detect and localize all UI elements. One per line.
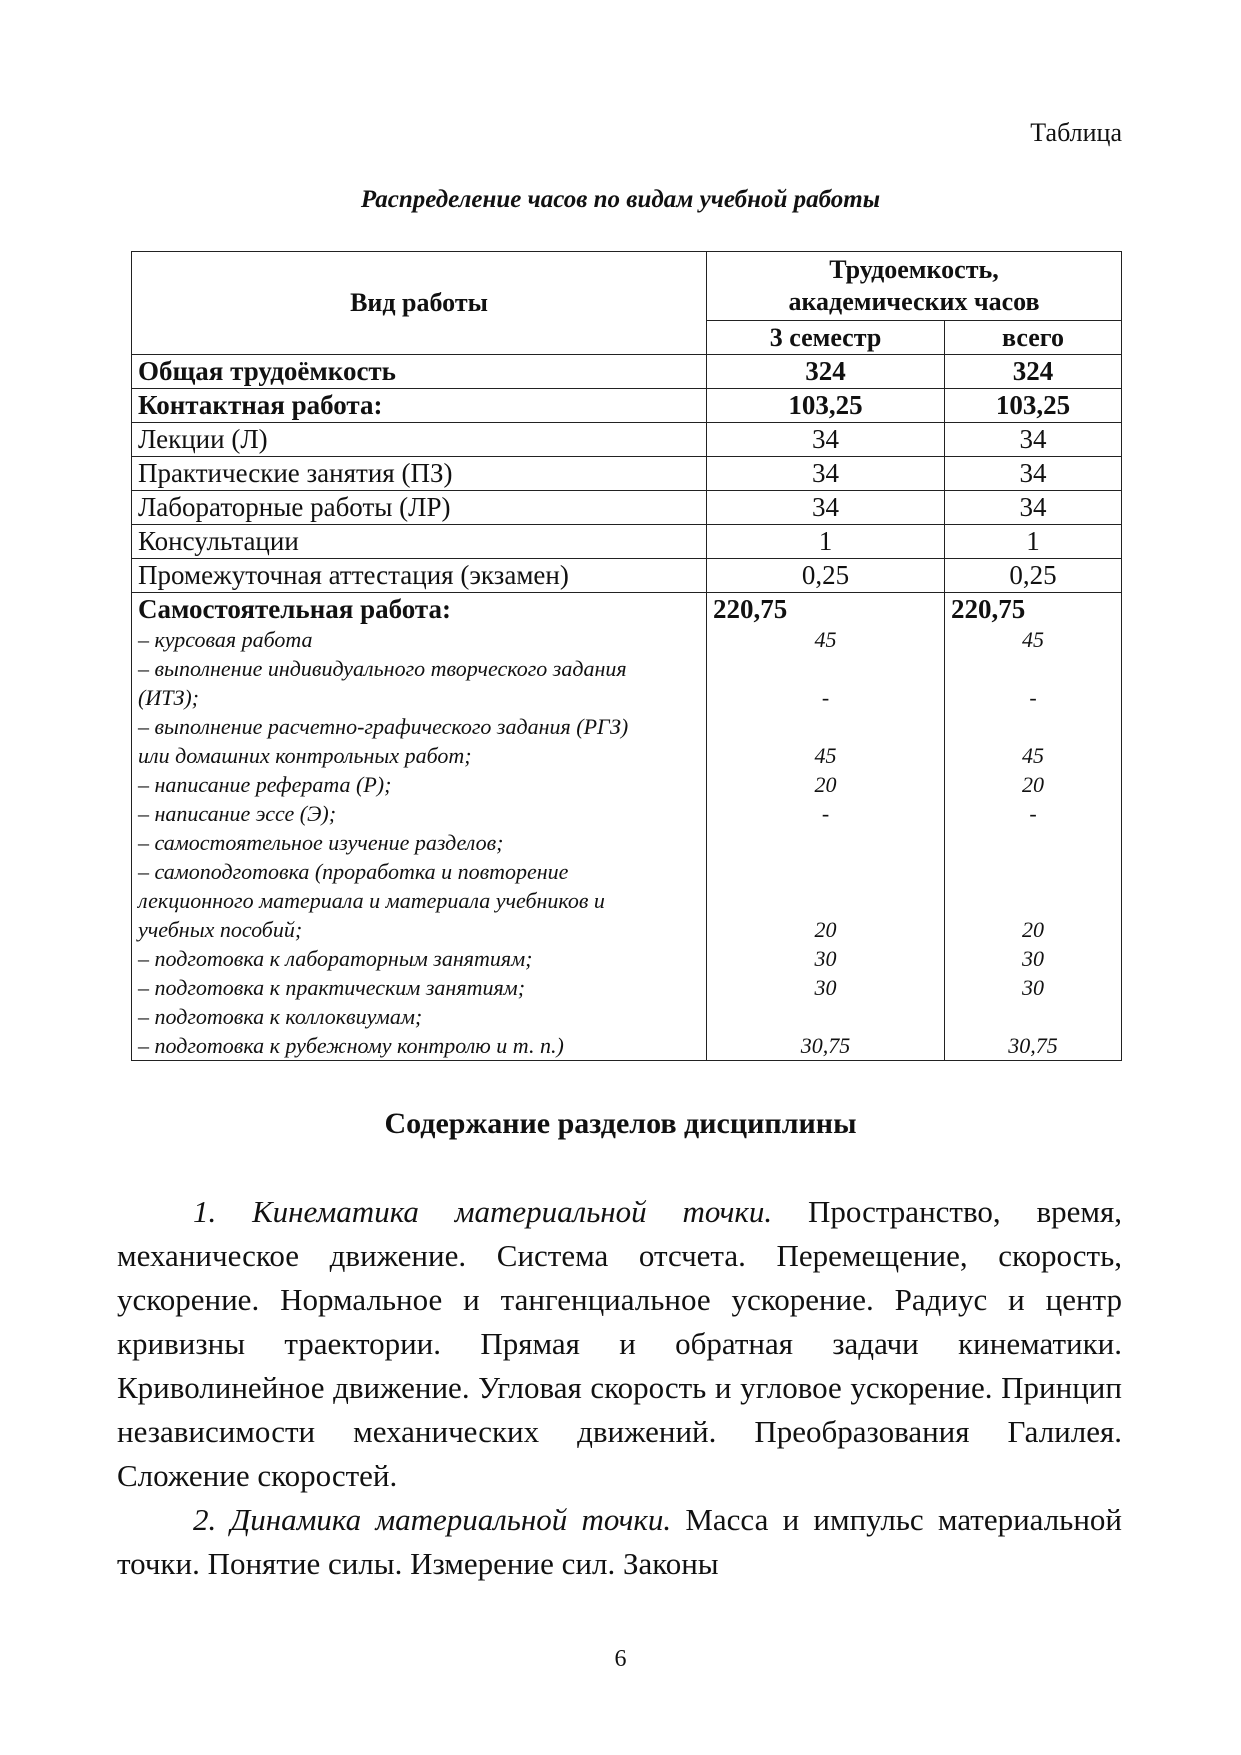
self-work-item-total: 30 [1022,946,1044,971]
self-work-item-total: 30 [1022,975,1044,1000]
row-total-value: 103,25 [945,389,1122,423]
row-total-value: 0,25 [945,559,1122,593]
table-row [132,559,1122,593]
self-work-item-line: (ИТЗ); [138,685,199,710]
row-total-value: 34 [945,457,1122,491]
self-work-item-total [951,886,1115,915]
row-label: Лабораторные работы (ЛР) [132,491,707,525]
self-work-item-total [951,712,1115,741]
self-work-item-semester: 20 [814,917,837,942]
self-work-item-semester: - [821,685,830,710]
section-text: Масса и импульс материальной точки. Понятие силы. Измерение сил. Законы [117,1502,1122,1581]
row-label: Практические занятия (ПЗ) [132,457,707,491]
row-label: Лекции (Л) [132,423,707,457]
section-paragraph [117,1498,1122,1586]
row-semester-value: 1 [707,525,945,559]
self-work-item-line: – подготовка к рубежному контролю и т. п.) [138,1033,564,1058]
section-title: 2. Динамика материальной точки. [193,1502,672,1537]
hours-table [131,251,1122,1061]
self-work-item-total: 45 [1022,743,1044,768]
self-work-item-total: 30,75 [1008,1033,1058,1058]
row-semester-value: 324 [707,355,945,389]
self-work-item-semester: 30 [814,975,837,1000]
self-work-item-line: учебных пособий; [138,917,303,942]
self-work-item-line: – выполнение индивидуального творческого задания [138,656,627,681]
self-work-item-total [951,828,1115,857]
table-row [132,457,1122,491]
self-work-item-semester: 30,75 [800,1033,851,1058]
header-labor-line2: академических часов [788,287,1040,316]
row-semester-value: 34 [707,457,945,491]
table-row [132,423,1122,457]
row-total-value: 1 [945,525,1122,559]
self-work-item-line: – подготовка к практическим занятиям; [138,975,526,1000]
self-work-item-semester [713,828,938,857]
table-title: Распределение часов по видам учебной работы [360,186,881,213]
row-semester-value: 34 [707,491,945,525]
self-work-total: 220,75 [951,594,1026,624]
row-total-value: 34 [945,491,1122,525]
header-work-type: Вид работы [132,252,707,355]
row-semester-value: 0,25 [707,559,945,593]
row-semester-value: 103,25 [707,389,945,423]
self-work-item-semester: - [821,801,830,826]
self-work-semester: 220,75 [713,594,788,624]
self-work-item-line: – самоподготовка (проработка и повторение [138,859,569,884]
self-work-item-total: - [1029,801,1037,826]
self-work-item-total: 45 [1022,627,1044,652]
self-work-item-total [951,857,1115,886]
self-work-semester-values [713,625,938,1060]
self-work-item-total: 20 [1022,917,1044,942]
self-work-item-line: – самостоятельное изучение разделов; [138,830,504,855]
row-semester-value: 34 [707,423,945,457]
row-label: Контактная работа: [132,389,707,423]
self-work-item-line: – написание эссе (Э); [138,801,337,826]
table-row [132,525,1122,559]
header-total: всего [945,321,1122,355]
self-work-item-semester [713,857,938,886]
row-label: Общая трудоёмкость [132,355,707,389]
self-work-item-semester: 45 [814,627,837,652]
section-text: Пространство, время, механическое движение. Система отсчета. Перемещение, скорость, ускорение. Нормальное и тангенциальное ускорение. Радиус и центр кривизны траектории. Прямая и обратная задачи кинематики. Криволинейное движение. Угловая скорость и угловое ускорение. Принцип независимости механических движений. Преобразования Галилея. Сложение скоростей. [117,1194,1122,1493]
self-work-item-semester: 30 [814,946,837,971]
self-work-item-line: лекционного материала и материала учебников и [138,888,605,913]
self-work-item-line: – написание реферата (Р); [138,772,392,797]
section-heading: Содержание разделов дисциплины [384,1107,857,1140]
self-work-label-cell [132,593,707,1061]
table-row [132,389,1122,423]
self-work-item-total: - [1029,685,1037,710]
self-work-total-cell [945,593,1122,1061]
row-total-value: 324 [945,355,1122,389]
self-work-item-semester [713,1002,938,1031]
table-body [132,355,1122,593]
row-label: Консультации [132,525,707,559]
self-work-item-line: или домашних контрольных работ; [138,743,472,768]
self-work-total-values [951,625,1115,1060]
self-work-item-semester: 20 [814,772,837,797]
self-work-label: Самостоятельная работа: [138,594,451,624]
section-title: 1. Кинематика материальной точки. [193,1194,773,1229]
self-work-item-total [951,1002,1115,1031]
self-work-items [138,625,700,1060]
self-work-item-line: – подготовка к коллоквиумам; [138,1004,423,1029]
table-row [132,355,1122,389]
self-work-semester-cell [707,593,945,1061]
row-label: Промежуточная аттестация (экзамен) [132,559,707,593]
page-number: 6 [614,1646,627,1672]
self-work-item-semester [713,654,938,683]
section-paragraph [117,1190,1122,1498]
row-total-value: 34 [945,423,1122,457]
self-work-item-line: – подготовка к лабораторным занятиям; [138,946,533,971]
table-caption: Таблица [1030,118,1122,147]
self-work-item-total [951,654,1115,683]
table-row [132,491,1122,525]
self-work-item-line: – выполнение расчетно-графического задания (РГЗ) [138,714,629,739]
self-work-row [132,593,1122,1061]
self-work-item-line: – курсовая работа [138,627,313,652]
header-labor-line1: Трудоемкость, [829,255,999,284]
header-labor-group [707,252,1122,321]
self-work-item-semester: 45 [814,743,837,768]
header-semester: 3 семестр [707,321,945,355]
self-work-item-total: 20 [1022,772,1044,797]
section-content [117,1190,1122,1586]
self-work-item-semester [713,886,938,915]
self-work-item-semester [713,712,938,741]
